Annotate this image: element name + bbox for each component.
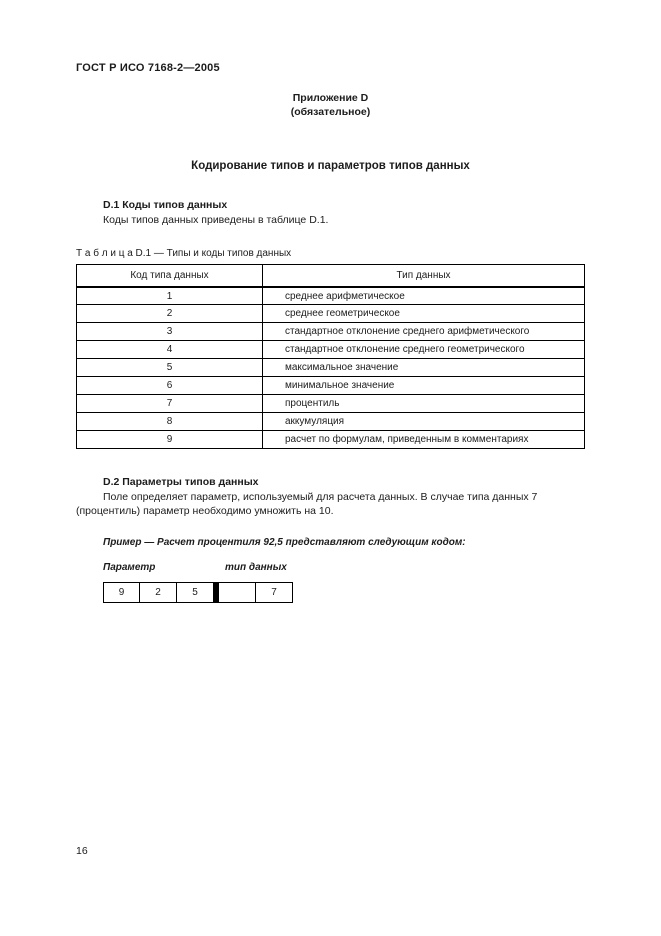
code-box: 5 bbox=[177, 582, 214, 603]
code-box: 7 bbox=[256, 582, 293, 603]
header-code: Код типа данных bbox=[77, 265, 263, 287]
section-d1-body: Коды типов данных приведены в таблице D.1. bbox=[103, 214, 329, 227]
table-row bbox=[77, 305, 585, 323]
table-row bbox=[77, 413, 585, 431]
type-cell: процентиль bbox=[263, 395, 585, 413]
type-cell: среднее арифметическое bbox=[263, 287, 585, 305]
parameter-label: Параметр bbox=[103, 562, 156, 574]
data-type-codes-table bbox=[76, 264, 585, 449]
table-row bbox=[77, 431, 585, 449]
type-cell: максимальное значение bbox=[263, 359, 585, 377]
type-cell: стандартное отклонение среднего арифметического bbox=[263, 323, 585, 341]
annex-heading bbox=[76, 91, 585, 119]
section-d2-body: Поле определяет параметр, используемый для расчета данных. В случае типа данных 7 (процентиль) параметр необходимо умножить на 10. bbox=[76, 491, 538, 518]
code-cell: 3 bbox=[77, 323, 263, 341]
code-cell: 1 bbox=[77, 287, 263, 305]
table-row bbox=[77, 323, 585, 341]
annex-title: Приложение D bbox=[292, 92, 369, 104]
page-title: Кодирование типов и параметров типов данных bbox=[191, 160, 470, 173]
annex-subtitle: (обязательное) bbox=[290, 106, 371, 119]
code-box: 2 bbox=[140, 582, 177, 603]
table-row bbox=[77, 287, 585, 305]
code-cell: 4 bbox=[77, 341, 263, 359]
doc-number: ГОСТ Р ИСО 7168-2—2005 bbox=[76, 62, 220, 74]
code-cell: 5 bbox=[77, 359, 263, 377]
table-header-row bbox=[77, 265, 585, 287]
code-box bbox=[219, 582, 256, 603]
type-cell: среднее геометрическое bbox=[263, 305, 585, 323]
code-labels bbox=[103, 562, 585, 575]
table-row bbox=[77, 395, 585, 413]
table-row bbox=[77, 359, 585, 377]
type-cell: минимальное значение bbox=[263, 377, 585, 395]
section-d1-heading: D.1 Коды типов данных bbox=[103, 199, 228, 212]
type-cell: расчет по формулам, приведенным в комментариях bbox=[263, 431, 585, 449]
code-box: 9 bbox=[103, 582, 140, 603]
code-cell: 8 bbox=[77, 413, 263, 431]
code-cell: 2 bbox=[77, 305, 263, 323]
type-cell: аккумуляция bbox=[263, 413, 585, 431]
code-cell: 9 bbox=[77, 431, 263, 449]
example-code-boxes bbox=[103, 582, 585, 603]
code-cell: 7 bbox=[77, 395, 263, 413]
header-type: Тип данных bbox=[263, 265, 585, 287]
data-type-label: тип данных bbox=[225, 562, 287, 574]
table-row bbox=[77, 341, 585, 359]
type-cell: стандартное отклонение среднего геометрического bbox=[263, 341, 585, 359]
page-number: 16 bbox=[76, 845, 88, 857]
table-row bbox=[77, 377, 585, 395]
section-d2-heading: D.2 Параметры типов данных bbox=[103, 476, 259, 489]
example-text: Пример — Расчет процентиля 92,5 представляют следующим кодом: bbox=[103, 537, 466, 549]
table-caption: Т а б л и ц а D.1 — Типы и коды типов данных bbox=[76, 248, 292, 260]
code-cell: 6 bbox=[77, 377, 263, 395]
